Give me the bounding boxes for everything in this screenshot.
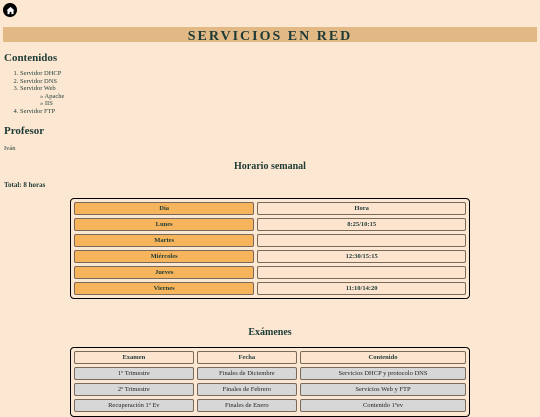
content-cell: Servicios Web y FTP bbox=[300, 383, 466, 396]
total-hours: Total: 8 horas bbox=[4, 181, 46, 189]
hour-cell bbox=[257, 266, 466, 279]
exam-cell: Recuperación 1º Ev bbox=[74, 399, 194, 412]
teacher-name: Iván bbox=[4, 145, 16, 152]
table-row bbox=[74, 367, 466, 380]
exam-cell: 1º Trimestre bbox=[74, 367, 194, 380]
hour-cell bbox=[257, 234, 466, 247]
toc-subitem[interactable]: » Apache bbox=[40, 93, 64, 101]
hour-cell: 11:10/14:20 bbox=[257, 282, 466, 295]
exams-heading: Exámenes bbox=[248, 327, 292, 338]
table-row bbox=[74, 266, 466, 279]
column-header: Hora bbox=[257, 202, 466, 215]
content-cell: Contenido 1ºev bbox=[300, 399, 466, 412]
hour-cell: 8:25/10:15 bbox=[257, 218, 466, 231]
home-icon bbox=[6, 6, 15, 15]
toc-item[interactable]: 1. Servidor DHCP bbox=[20, 70, 64, 78]
table-header-row bbox=[74, 351, 466, 364]
day-cell: Viernes bbox=[74, 282, 254, 295]
schedule-table bbox=[70, 198, 470, 299]
column-header: Fecha bbox=[197, 351, 297, 364]
table-row bbox=[74, 383, 466, 396]
table-row bbox=[74, 282, 466, 295]
contents-list bbox=[4, 70, 64, 115]
toc-subitem[interactable]: » IIS bbox=[40, 100, 64, 108]
day-cell: Jueves bbox=[74, 266, 254, 279]
date-cell: Finales de Febrero bbox=[197, 383, 297, 396]
hour-cell: 12:30/15:15 bbox=[257, 250, 466, 263]
table-row bbox=[74, 250, 466, 263]
table-row bbox=[74, 399, 466, 412]
schedule-heading: Horario semanal bbox=[234, 161, 306, 172]
title-banner bbox=[3, 27, 537, 42]
table-row bbox=[74, 218, 466, 231]
toc-item[interactable]: 3. Servidor Web » Apache » IIS bbox=[20, 85, 64, 108]
toc-item[interactable]: 4. Servidor FTP bbox=[20, 108, 64, 116]
toc-sublist bbox=[20, 93, 64, 108]
column-header: Día bbox=[74, 202, 254, 215]
date-cell: Finales de Enero bbox=[197, 399, 297, 412]
home-button[interactable] bbox=[3, 3, 17, 17]
column-header: Examen bbox=[74, 351, 194, 364]
table-header-row bbox=[74, 202, 466, 215]
day-cell: Lunes bbox=[74, 218, 254, 231]
contents-heading: Contenidos bbox=[4, 52, 58, 64]
day-cell: Miércoles bbox=[74, 250, 254, 263]
page-title: SERVICIOS EN RED bbox=[187, 29, 353, 44]
table-row bbox=[74, 234, 466, 247]
day-cell: Martes bbox=[74, 234, 254, 247]
content-cell: Servicios DHCP y protocolo DNS bbox=[300, 367, 466, 380]
toc-item[interactable]: 2. Servidor DNS bbox=[20, 78, 64, 86]
teacher-heading: Profesor bbox=[4, 125, 45, 137]
column-header: Contenido bbox=[300, 351, 466, 364]
exams-table bbox=[70, 347, 470, 417]
exam-cell: 2º Trimestre bbox=[74, 383, 194, 396]
date-cell: Finales de Diciembre bbox=[197, 367, 297, 380]
